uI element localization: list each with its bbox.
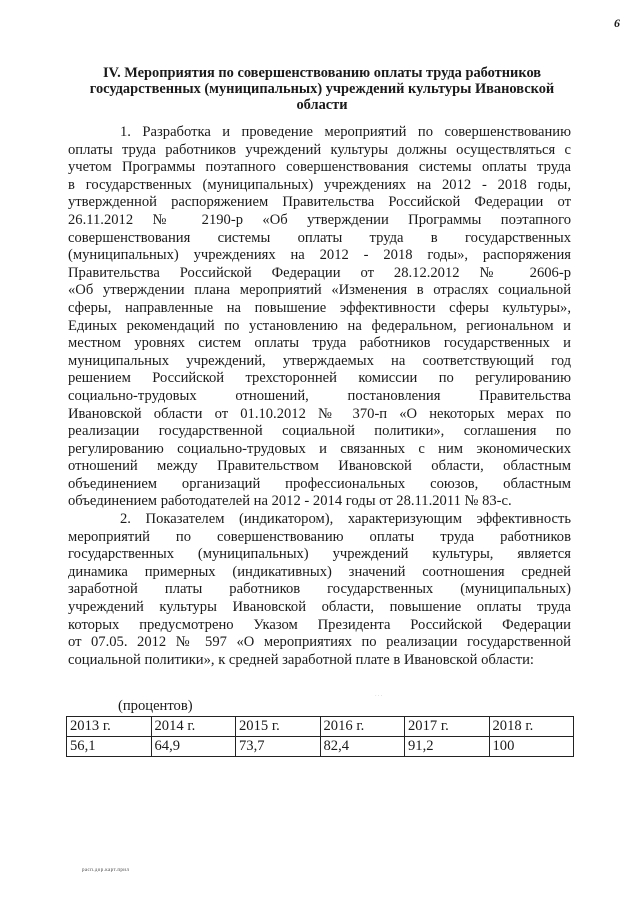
- table-row: [67, 737, 574, 757]
- table-header-cell: 2014 г.: [151, 717, 236, 737]
- table-header-cell: 2015 г.: [236, 717, 321, 737]
- text-line: социально-трудовых отношений, постановления Правительства: [68, 387, 571, 404]
- text-line: 1. Разработка и проведение мероприятий по совершенствованию: [120, 124, 571, 140]
- text-line: сферы, направленные на повышение эффективности сферы культуры»,: [68, 299, 571, 316]
- table-header-cell: 2013 г.: [67, 717, 152, 737]
- text-line: муниципальных учреждений, утверждаемых на соответствующий год: [68, 352, 571, 369]
- table-header-cell: 2018 г.: [489, 717, 574, 737]
- table-cell: 82,4: [320, 737, 405, 757]
- salary-ratio-table: [66, 716, 574, 757]
- text-line: утвержденной распоряжением Правительства Российской Федерации от: [68, 194, 571, 211]
- scan-smudge: · · ·: [375, 694, 383, 699]
- text-line: государственных (муниципальных) учреждений культуры, является: [68, 546, 571, 563]
- file-mark: расп.дор.карт.прил: [82, 868, 130, 873]
- text-line: динамика примерных (индикативных) значений соотношения средней: [68, 563, 571, 580]
- table-cell: 91,2: [405, 737, 490, 757]
- table-cell: 64,9: [151, 737, 236, 757]
- text-line: Правительства Российской Федерации от 28.12.2012 № 2606-р: [68, 264, 571, 281]
- text-line: которых предусмотрено Указом Президента Российской Федерации: [68, 616, 571, 633]
- paragraph-1: [68, 124, 571, 511]
- paragraph-2: [68, 511, 571, 669]
- heading-line: IV. Мероприятия по совершенствованию оплаты труда работников: [102, 65, 542, 81]
- section-heading: [72, 65, 572, 113]
- text-line: местном уровнях систем оплаты труда работников государственных и: [68, 335, 571, 352]
- text-line: «Об утверждении плана мероприятий «Изменения в отраслях социальной: [68, 282, 571, 299]
- text-line: в государственных (муниципальных) учреждениях на 2012 - 2018 годы,: [68, 176, 571, 193]
- text-line: оплаты труда работников учреждений культуры должны осуществляться с: [68, 141, 571, 158]
- table-header-cell: 2016 г.: [320, 717, 405, 737]
- text-line: 2. Показателем (индикатором), характеризующим эффективность: [120, 511, 571, 528]
- text-line: Единых рекомендаций по установлению на федеральном, региональном и: [68, 317, 571, 334]
- table-header-cell: 2017 г.: [405, 717, 490, 737]
- text-line: заработной платы работников государственных (муниципальных): [68, 581, 571, 598]
- heading-line: области: [296, 97, 348, 113]
- text-line: социальной политики», к средней заработной плате в Ивановской области:: [68, 651, 534, 668]
- text-line: решением Российской трехсторонней комиссии по регулированию: [68, 370, 571, 387]
- text-line: совершенствования системы оплаты труда в государственных: [68, 229, 571, 246]
- text-line: мероприятий по совершенствованию оплаты труда работников: [68, 528, 571, 545]
- text-line: учетом Программы поэтапного совершенствования системы оплаты труда: [68, 159, 571, 176]
- text-line: объединением организаций профессиональных союзов, областным: [68, 475, 571, 492]
- page-number: 6: [614, 16, 620, 30]
- table-cell: 56,1: [67, 737, 152, 757]
- table-cell: 73,7: [236, 737, 321, 757]
- text-line: от 07.05. 2012 № 597 «О мероприятиях по реализации государственной: [68, 634, 571, 651]
- table-caption: (процентов): [118, 698, 193, 714]
- text-line: Ивановской области от 01.10.2012 № 370-п «О некоторых мерах по: [68, 405, 571, 422]
- text-line: регулированию социально-трудовых и связанных с ним экономических: [68, 440, 571, 457]
- heading-line: государственных (муниципальных) учреждений культуры Ивановской: [89, 81, 555, 97]
- text-line: 26.11.2012 № 2190-р «Об утверждении Программы поэтапного: [68, 211, 571, 228]
- table-header-row: [67, 717, 574, 737]
- text-line: реализации государственной социальной политики», соглашения по: [68, 423, 571, 440]
- table-cell: 100: [489, 737, 574, 757]
- text-line: учреждений культуры Ивановской области, повышение оплаты труда: [68, 599, 571, 616]
- text-line: объединением работодателей на 2012 - 2014 годы от 28.11.2011 № 83-с.: [68, 493, 512, 510]
- text-line: отношений между Правительством Ивановской области, областным: [68, 458, 571, 475]
- document-body: [68, 124, 571, 669]
- text-line: (муниципальных) учреждениях на 2012 - 2018 годы», распоряжения: [68, 247, 571, 264]
